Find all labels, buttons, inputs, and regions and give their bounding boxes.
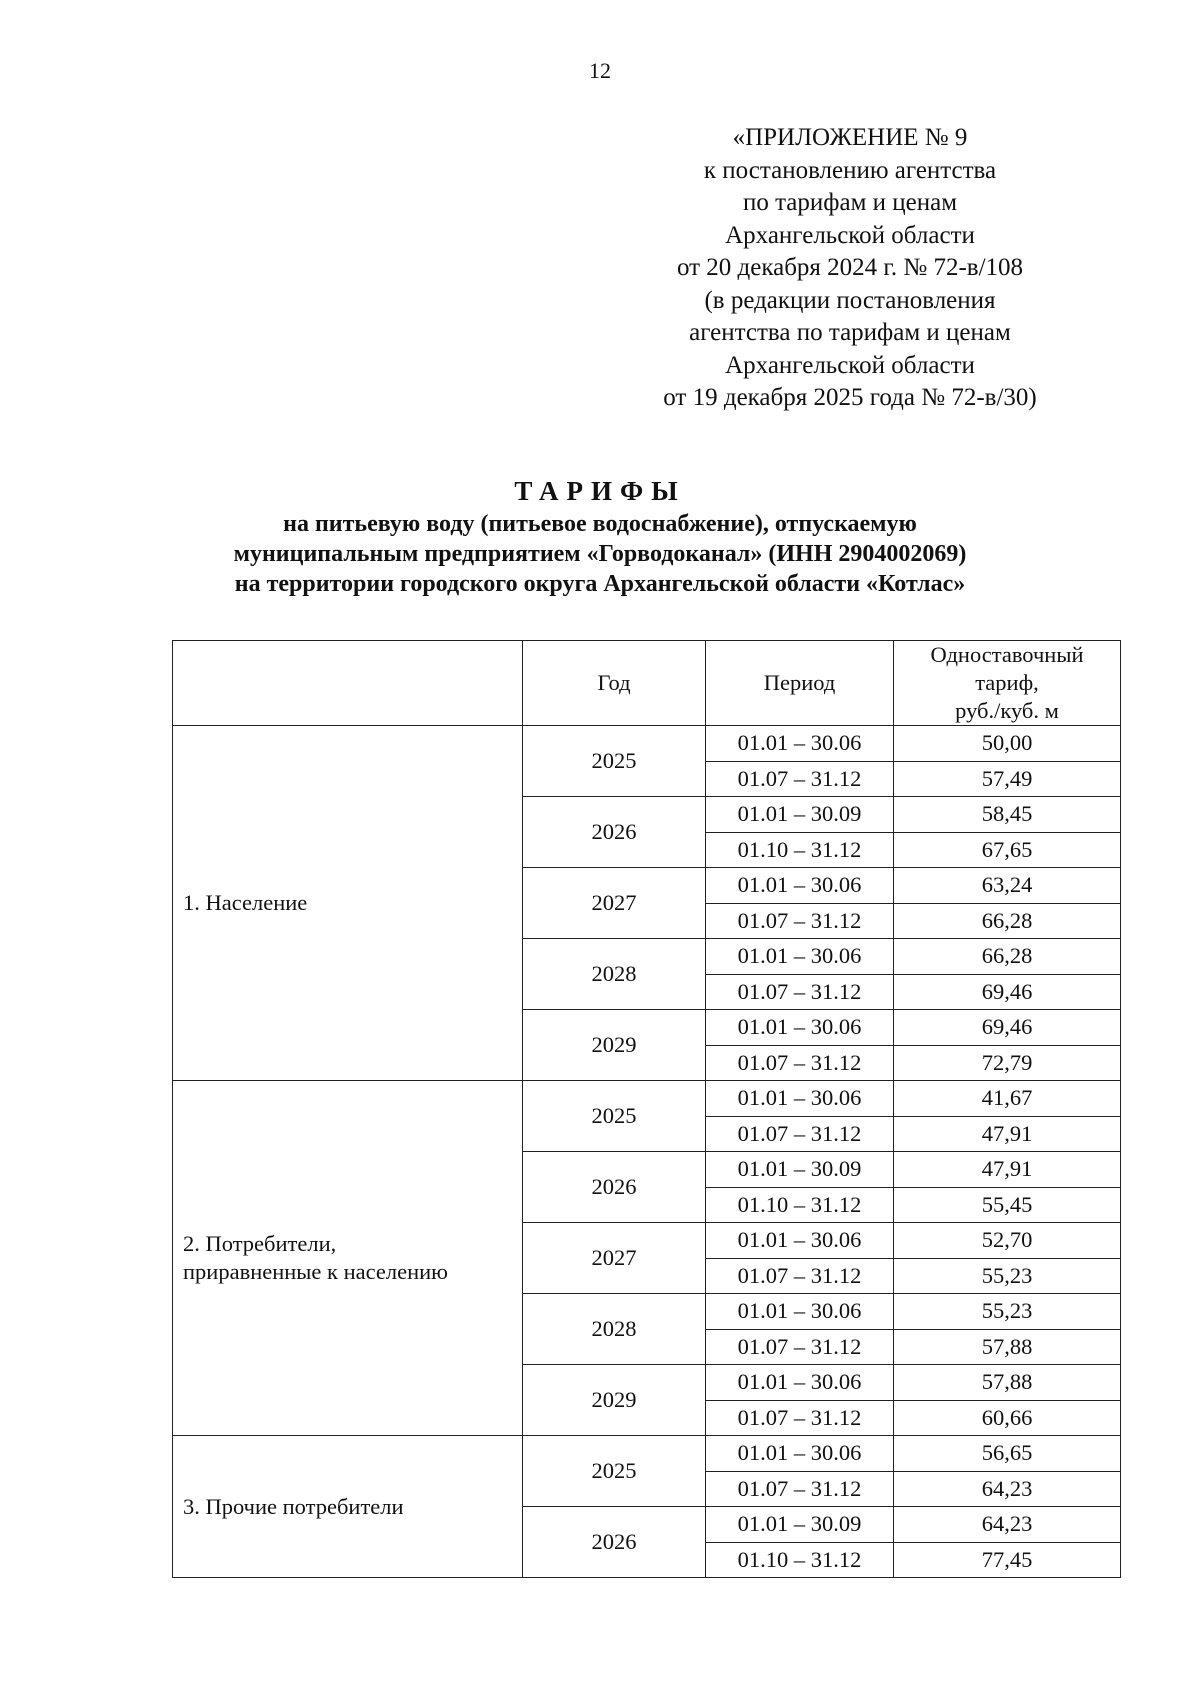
table-row: [173, 1436, 1121, 1472]
period-cell: 01.07 – 31.12: [706, 1400, 894, 1436]
period-cell: 01.07 – 31.12: [706, 1116, 894, 1152]
tariff-cell: 55,45: [894, 1187, 1121, 1223]
category-cell: [173, 726, 523, 1081]
period-cell: 01.07 – 31.12: [706, 1045, 894, 1081]
period-cell: 01.01 – 30.06: [706, 1436, 894, 1472]
period-cell: 01.01 – 30.06: [706, 1223, 894, 1259]
period-cell: 01.07 – 31.12: [706, 903, 894, 939]
period-cell: 01.07 – 31.12: [706, 761, 894, 797]
category-cell: [173, 1436, 523, 1578]
tariff-cell: 66,28: [894, 903, 1121, 939]
tariffs-table: [172, 640, 1121, 1578]
period-cell: 01.01 – 30.09: [706, 1507, 894, 1543]
tariff-cell: 56,65: [894, 1436, 1121, 1472]
tariff-cell: 69,46: [894, 1010, 1121, 1046]
tariff-cell: 47,91: [894, 1116, 1121, 1152]
subtitle-line: муниципальным предприятием «Горводоканал» (ИНН 2904002069): [233, 541, 967, 567]
period-cell: 01.10 – 31.12: [706, 1542, 894, 1578]
period-cell: 01.01 – 30.09: [706, 797, 894, 833]
header-tariff-line: тариф,: [975, 670, 1039, 695]
appendix-line: агентства по тарифам и ценам: [689, 319, 1011, 346]
tariff-cell: 57,88: [894, 1329, 1121, 1365]
tariff-cell: 57,49: [894, 761, 1121, 797]
year-cell: 2028: [523, 939, 706, 1010]
period-cell: 01.01 – 30.06: [706, 1010, 894, 1046]
tariff-cell: 50,00: [894, 726, 1121, 762]
tariff-cell: 55,23: [894, 1258, 1121, 1294]
period-cell: 01.10 – 31.12: [706, 1187, 894, 1223]
header-year: Год: [523, 641, 706, 726]
table-row: [173, 726, 1121, 762]
period-cell: 01.01 – 30.06: [706, 1365, 894, 1401]
year-cell: 2026: [523, 1507, 706, 1578]
tariff-cell: 41,67: [894, 1081, 1121, 1117]
appendix-line: «ПРИЛОЖЕНИЕ № 9: [732, 124, 968, 151]
header-tariff: [894, 641, 1121, 726]
tariff-cell: 69,46: [894, 974, 1121, 1010]
period-cell: 01.10 – 31.12: [706, 832, 894, 868]
appendix-line: по тарифам и ценам: [742, 189, 958, 216]
table-header-row: [173, 641, 1121, 726]
year-cell: 2028: [523, 1294, 706, 1365]
year-cell: 2029: [523, 1365, 706, 1436]
subtitle-line: на территории городского округа Архангельской области «Котлас»: [234, 571, 966, 597]
category-label: 3. Прочие потребители: [183, 1493, 404, 1519]
year-cell: 2025: [523, 1436, 706, 1507]
appendix-line: Архангельской области: [725, 351, 975, 379]
tariff-cell: 52,70: [894, 1223, 1121, 1259]
year-cell: 2029: [523, 1010, 706, 1081]
table-row: [173, 1081, 1121, 1117]
tariff-cell: 66,28: [894, 939, 1121, 975]
subtitle-line: на питьевую воду (питьевое водоснабжение), отпускаемую: [283, 511, 917, 537]
appendix-line: от 20 декабря 2024 г. № 72-в/108: [676, 254, 1024, 281]
header-tariff-line: руб./куб. м: [955, 698, 1059, 723]
tariff-cell: 57,88: [894, 1365, 1121, 1401]
year-cell: 2026: [523, 1152, 706, 1223]
period-cell: 01.01 – 30.06: [706, 939, 894, 975]
header-category: [173, 641, 523, 726]
tariff-cell: 67,65: [894, 832, 1121, 868]
period-cell: 01.07 – 31.12: [706, 974, 894, 1010]
period-cell: 01.07 – 31.12: [706, 1329, 894, 1365]
appendix-line: к постановлению агентства: [703, 156, 997, 184]
year-cell: 2025: [523, 1081, 706, 1152]
period-cell: 01.07 – 31.12: [706, 1258, 894, 1294]
category-label-line2: приравненные к населению: [183, 1259, 448, 1284]
year-cell: 2026: [523, 797, 706, 868]
tariff-cell: 60,66: [894, 1400, 1121, 1436]
tariffs-table-wrapper: [172, 640, 1120, 1578]
period-cell: 01.07 – 31.12: [706, 1471, 894, 1507]
table-body: [173, 726, 1121, 1578]
document-title-block: [0, 473, 1200, 599]
page-number: 12: [589, 58, 611, 83]
appendix-line: Архангельской области: [725, 221, 975, 249]
category-label: 1. Население: [183, 890, 308, 915]
period-cell: 01.01 – 30.06: [706, 726, 894, 762]
period-cell: 01.01 – 30.09: [706, 1152, 894, 1188]
tariff-cell: 64,23: [894, 1471, 1121, 1507]
tariff-cell: 58,45: [894, 797, 1121, 833]
appendix-line: (в редакции постановления: [704, 286, 996, 314]
appendix-header: [600, 122, 1100, 415]
period-cell: 01.01 – 30.06: [706, 1081, 894, 1117]
appendix-line: от 19 декабря 2025 года № 72-в/30): [663, 384, 1037, 411]
category-label: 2. Потребители,: [183, 1231, 337, 1256]
category-cell: [173, 1081, 523, 1436]
document-subtitle: [0, 509, 1200, 599]
tariff-cell: 72,79: [894, 1045, 1121, 1081]
tariff-cell: 47,91: [894, 1152, 1121, 1188]
document-title: ТАРИФЫ: [514, 476, 686, 506]
header-tariff-line: Одноставочный: [930, 642, 1084, 667]
year-cell: 2027: [523, 868, 706, 939]
period-cell: 01.01 – 30.06: [706, 868, 894, 904]
tariff-cell: 63,24: [894, 868, 1121, 904]
year-cell: 2025: [523, 726, 706, 797]
tariff-cell: 64,23: [894, 1507, 1121, 1543]
tariff-cell: 77,45: [894, 1542, 1121, 1578]
period-cell: 01.01 – 30.06: [706, 1294, 894, 1330]
tariff-cell: 55,23: [894, 1294, 1121, 1330]
header-period: Период: [706, 641, 894, 726]
year-cell: 2027: [523, 1223, 706, 1294]
